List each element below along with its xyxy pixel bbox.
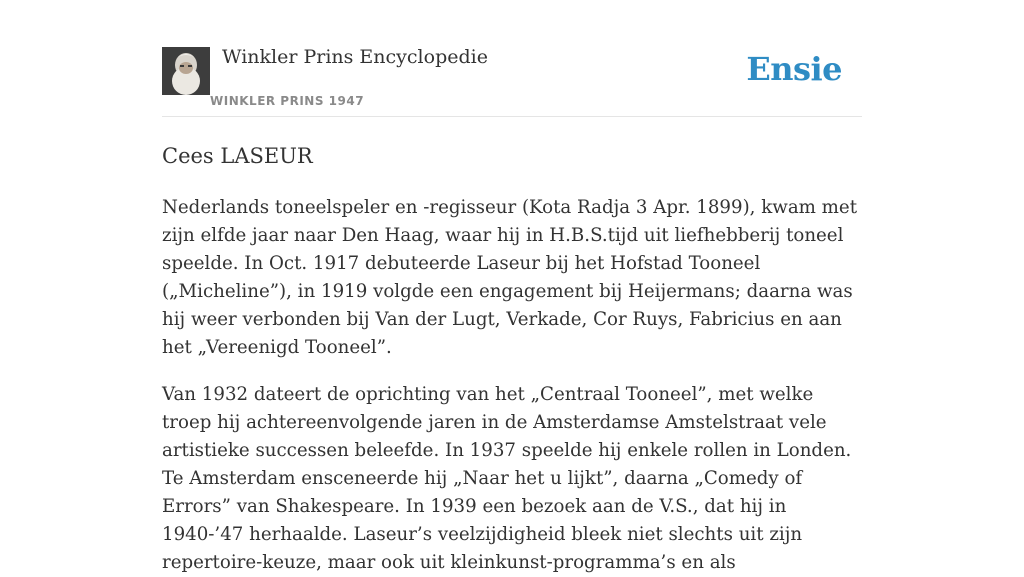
- site-header: [162, 0, 862, 117]
- collection-label[interactable]: WINKLER PRINS 1947: [210, 94, 365, 108]
- article-title: Cees LASEUR: [162, 144, 313, 168]
- page-container: [162, 0, 862, 577]
- site-name[interactable]: Winkler Prins Encyclopedie: [222, 46, 488, 68]
- ensie-logo[interactable]: Ensie: [746, 50, 842, 88]
- bearded-man-portrait-icon[interactable]: [162, 47, 210, 95]
- article-paragraph: Van 1932 dateert de oprichting van het „Centraal Tooneel”, met welke troep hij achtereenvolgende jaren in de Amsterdamse Amstelstraat vele artistieke successen beleefde. In 1937 speelde hij enkele rollen in Londen. Te Amsterdam ensceneerde hij „Naar het u lijkt”, daarna „Comedy of Errors” van Shakespeare. In 1939 een bezoek aan de V.S., dat hij in 1940-’47 herhaalde. Laseur’s veelzijdigheid bleek niet slechts uit zijn repertoire-keuze, maar ook uit kleinkunst-programma’s en als: [162, 384, 852, 573]
- article-paragraph: Nederlands toneelspeler en -regisseur (Kota Radja 3 Apr. 1899), kwam met zijn elfde jaar naar Den Haag, waar hij in H.B.S.tijd uit liefhebberij toneel speelde. In Oct. 1917 debuteerde Laseur bij het Hofstad Tooneel („Micheline”), in 1919 volgde een engagement bij Heijermans; daarna was hij weer verbonden bij Van der Lugt, Verkade, Cor Ruys, Fabricius en aan het „Vereenigd Tooneel”.: [162, 197, 858, 358]
